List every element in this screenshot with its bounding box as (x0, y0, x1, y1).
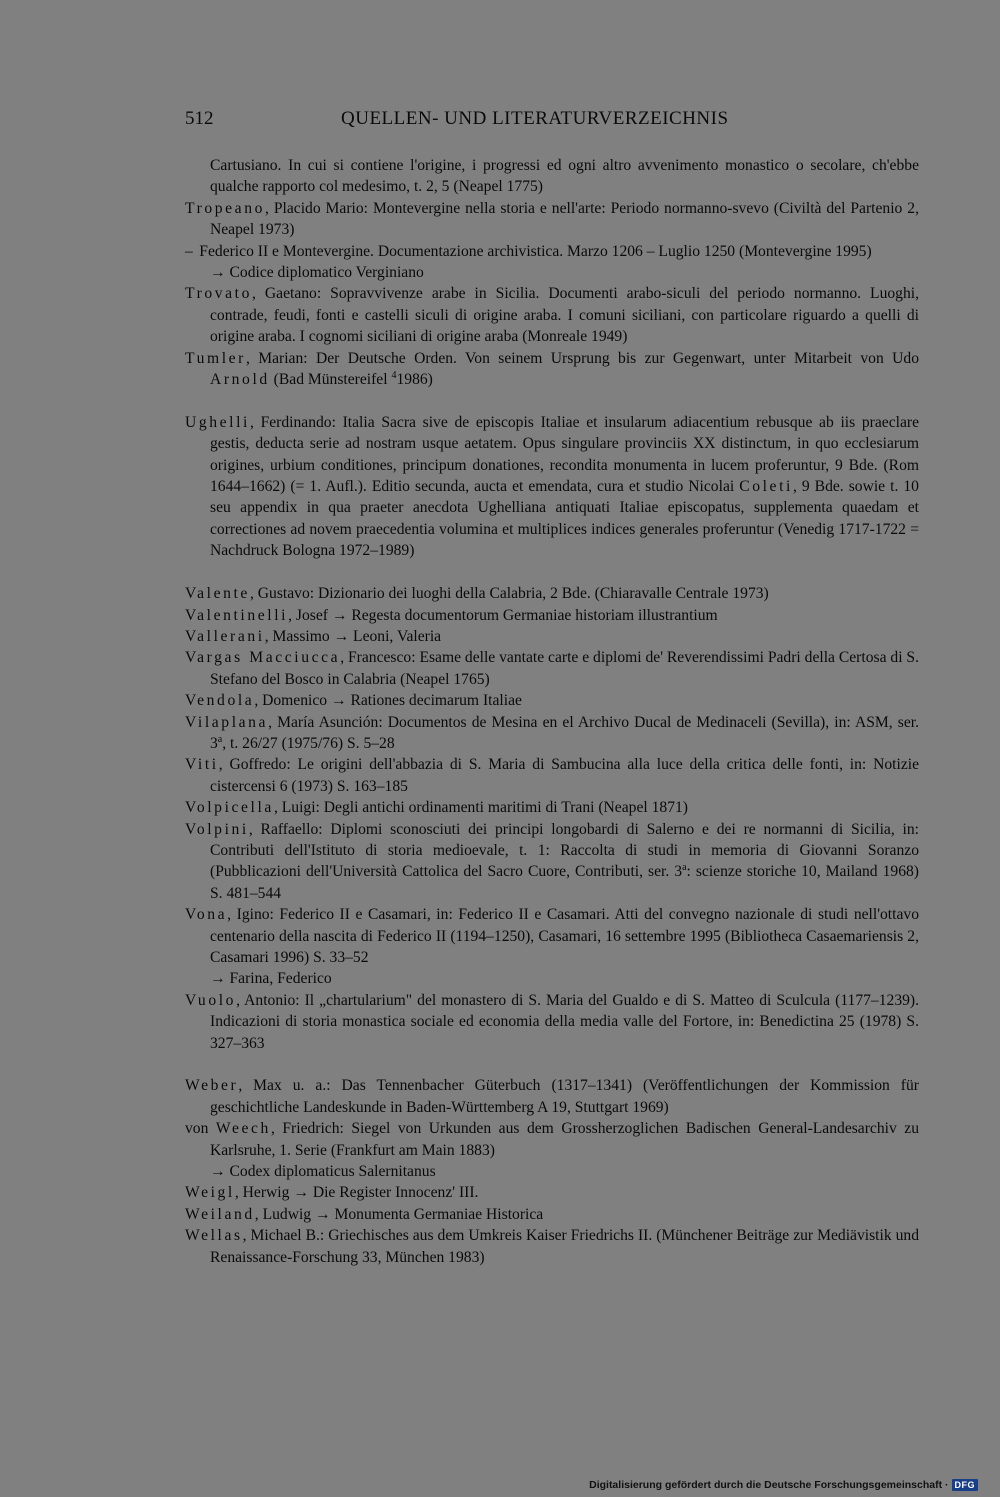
entry-author: Vargas Macciucca (185, 649, 341, 667)
entry-text: , Gaetano: Sopravvivenze arabe in Sicilia. Documenti arabo-siculi del periodo normanno. Luoghi, contrade, feudi, fonti e castelli siculi di origine araba. I comuni siciliani, con particolare riguardo a quelli di origine araba. I cognomi siciliani di origine araba (Monreale 1949) (210, 285, 919, 346)
entry-text: Federico II e Montevergine. Documentazione archivistica. Marzo 1206 – Luglio 1250 (Montevergine 1995) (195, 242, 872, 260)
bibliography-entry (185, 797, 919, 818)
entry-text: , María Asunción: Documentos de Mesina en el Archivo Ducal de Medinaceli (Sevilla), in: ASM, ser. 3 (210, 713, 919, 752)
entry-text: , Raffaello: Diplomi sconosciuti dei principi longobardi di Salerno e dei re normanni di Sicilia, in: Contributi dell'Istituto di storia medioevale, t. 1: Raccolta di studi in memoria di Giovanni Soranzo (Pubblicazioni dell'Università Cattolica del Sacro Cuore, Contributi, ser. 3 (210, 820, 919, 881)
see-reference: → Codice diplomatico Verginiano (210, 264, 424, 282)
entry-author: Weech (215, 1120, 271, 1138)
bibliography-entry (185, 819, 919, 905)
entry-prefix: von (185, 1120, 216, 1138)
entry-text: , Luigi: Degli antichi ordinamenti maritimi di Trani (Neapel 1871) (273, 799, 688, 817)
entry-text: , Ludwig → Monumenta Germaniae Historica (254, 1205, 544, 1223)
entry-author: Volpicella (185, 799, 274, 817)
bibliography-entry (185, 1075, 919, 1118)
bibliography-entry (185, 690, 919, 711)
entry-author: Ughelli (185, 413, 250, 431)
bibliography-entry (185, 412, 919, 562)
entry-author: – (185, 242, 196, 260)
page-header (185, 108, 751, 134)
bibliography-entry (185, 605, 919, 626)
footer-credit (589, 1479, 978, 1491)
bibliography-entry (185, 348, 919, 391)
entry-text: , Placido Mario: Montevergine nella storia e nell'arte: Periodo normanno-svevo (Civiltà del Partenio 2, Neapel 1973) (210, 199, 919, 239)
bibliography-entry (185, 1225, 919, 1268)
entry-gap (185, 562, 919, 583)
bibliography-entry (185, 1118, 919, 1161)
entry-text: , Herwig → Die Register Innocenz' III. (234, 1184, 479, 1202)
entry-text-end: 1986) (396, 371, 433, 389)
see-reference: → Codex diplomaticus Salernitanus (210, 1163, 436, 1181)
bibliography-entry (185, 583, 919, 604)
page-number: 512 (185, 108, 214, 129)
bibliography-entry (185, 241, 919, 262)
bibliography-entry (185, 626, 919, 647)
entry-author: Volpini (185, 820, 249, 838)
entry-text-end: , t. 26/27 (1975/76) S. 5–28 (222, 734, 395, 752)
entry-author: Wellas (185, 1227, 243, 1245)
entry-text: , Michael B.: Griechisches aus dem Umkreis Kaiser Friedrichs II. (Münchener Beiträge zur Mediävistik und Renaissance-Forschung 33, München 1983) (210, 1227, 919, 1266)
entry-superscript: 4 (391, 370, 397, 382)
entry-author: Viti (185, 756, 219, 774)
entry-text: , Igino: Federico II e Casamari, in: Federico II e Casamari. Atti del convegno nazionale di studi nell'ottavo centenario della nascita di Federico II (1194–1250), Casamari, 16 settembre 1995 (Bibliotheca Casaemariensis 2, Casamari 1996) S. 33–52 (210, 906, 919, 966)
bibliography-entry (185, 647, 919, 690)
entry-author: Tropeano (185, 199, 265, 217)
entry-text: , Marian: Der Deutsche Orden. Von seinem Ursprung bis zur Gegenwart, unter Mitarbeit von Udo (245, 349, 919, 367)
bibliography-entry (185, 155, 919, 198)
bibliography-list (185, 155, 919, 1268)
entry-author: Weiland (185, 1205, 255, 1223)
entry-text: , Gustavo: Dizionario dei luoghi della Calabria, 2 Bde. (Chiaravalle Centrale 1973) (249, 585, 769, 603)
bibliography-entry (185, 198, 919, 241)
entry-author: Tumler (185, 349, 246, 367)
entry-text: , Goffredo: Le origini dell'abbazia di S. Maria di Sambucina alla luce della critica delle fonti, in: Notizie cistercensi 6 (1973) S. 163–185 (210, 756, 919, 795)
entry-author: Vendola (185, 692, 255, 710)
entry-text: Cartusiano. In cui si contiene l'origine, i progressi ed ogni altro avvenimento monastico o secolare, ch'ebbe qualche rapporto col medesimo, t. 2, 5 (Neapel 1775) (210, 157, 919, 196)
entry-text: , Max u. a.: Das Tennenbacher Güterbuch (1317–1341) (Veröffentlichungen der Kommission für geschichtliche Landeskunde in Baden-Württemberg A 19, Stuttgart 1969) (210, 1077, 919, 1116)
entry-author: Weigl (185, 1184, 235, 1202)
bibliography-entry (185, 712, 919, 755)
bibliography-entry (185, 904, 919, 968)
entry-author: Vuolo (185, 991, 237, 1009)
bibliography-entry (185, 990, 919, 1054)
bibliography-entry (185, 283, 919, 347)
entry-author: Vallerani (185, 627, 265, 645)
entry-text: , Friedrich: Siegel von Urkunden aus dem Grossherzoglichen Badischen General-Landesarchiv zu Karlsruhe, 1. Serie (Frankfurt am Main 1883) (210, 1120, 920, 1159)
entry-coauthor: Coleti (739, 478, 793, 496)
entry-text: , Francesco: Esame delle vantate carte e diplomi de' Reverendissimi Padri della Certosa di S. Stefano del Bosco in Calabria (Neapel 1765) (210, 649, 919, 688)
running-title: QUELLEN- UND LITERATURVERZEICHNIS (341, 108, 729, 129)
entry-text-cont: (Bad Münstereifel (269, 371, 392, 389)
bibliography-entry (185, 1182, 919, 1203)
entry-author: Valentinelli (185, 606, 289, 624)
entry-author: Vilaplana (185, 713, 269, 731)
bibliography-entry (185, 754, 919, 797)
entry-text: , Antonio: Il „chartularium" del monastero di S. Maria del Gualdo e di S. Matteo di Sculcula (1177–1239). Indicazioni di storia monastica sociale ed economia della media valle del Fortore, in: Benedictina 25 (1978) S. 327–363 (210, 991, 919, 1052)
entry-superscript: a (682, 862, 687, 874)
entry-text: , Ferdinando: Italia Sacra sive de episcopis Italiae et insularum adiacentium rebusque ab iis praeclare gestis, deducta serie ad nostram usque aetatem. Opus singulare provinciis XX distinctum, in quo ecclesiarum origines, urbium conditiones, principum donationes, recondita monumenta in lucem proferuntur, 9 Bde. (Rom 1644–1662) (= 1. Aufl.). Editio secunda, aucta et emendata, cura et studio Nicolai (210, 413, 919, 496)
entry-author: Weber (185, 1077, 239, 1095)
entry-author: Trovato (185, 285, 253, 303)
bibliography-entry (185, 1204, 919, 1225)
entry-text: , Domenico → Rationes decimarum Italiae (254, 692, 522, 710)
entry-coauthor: Arnold (210, 371, 270, 389)
entry-gap (185, 390, 919, 411)
entry-author: Valente (185, 585, 250, 603)
entry-text-end: : scienze storiche 10, Mailand 1968) S. 481–544 (210, 863, 919, 902)
entry-text: , Massimo → Leoni, Valeria (264, 627, 442, 645)
entry-text-cont: , 9 Bde. sowie t. 10 seu appendix in qua praeter anecdota Ughelliana antiquati Italiae episcopatus, supplementa quaedam et correctiones ad novem praecedentia volumina et multiplices indices generales proferuntur (Venedig 1717-1722 = Nachdruck Bologna 1972–1989) (210, 478, 919, 560)
footer-text: Digitalisierung gefördert durch die Deutsche Forschungsgemeinschaft · (589, 1479, 949, 1491)
entry-author: Vona (185, 906, 228, 924)
entry-gap (185, 1054, 919, 1075)
entry-superscript: a (217, 733, 223, 745)
entry-text: , Josef → Regesta documentorum Germaniae historiam illustrantium (288, 606, 718, 624)
see-reference: → Farina, Federico (210, 970, 332, 988)
dfg-logo: DFG (952, 1479, 979, 1491)
